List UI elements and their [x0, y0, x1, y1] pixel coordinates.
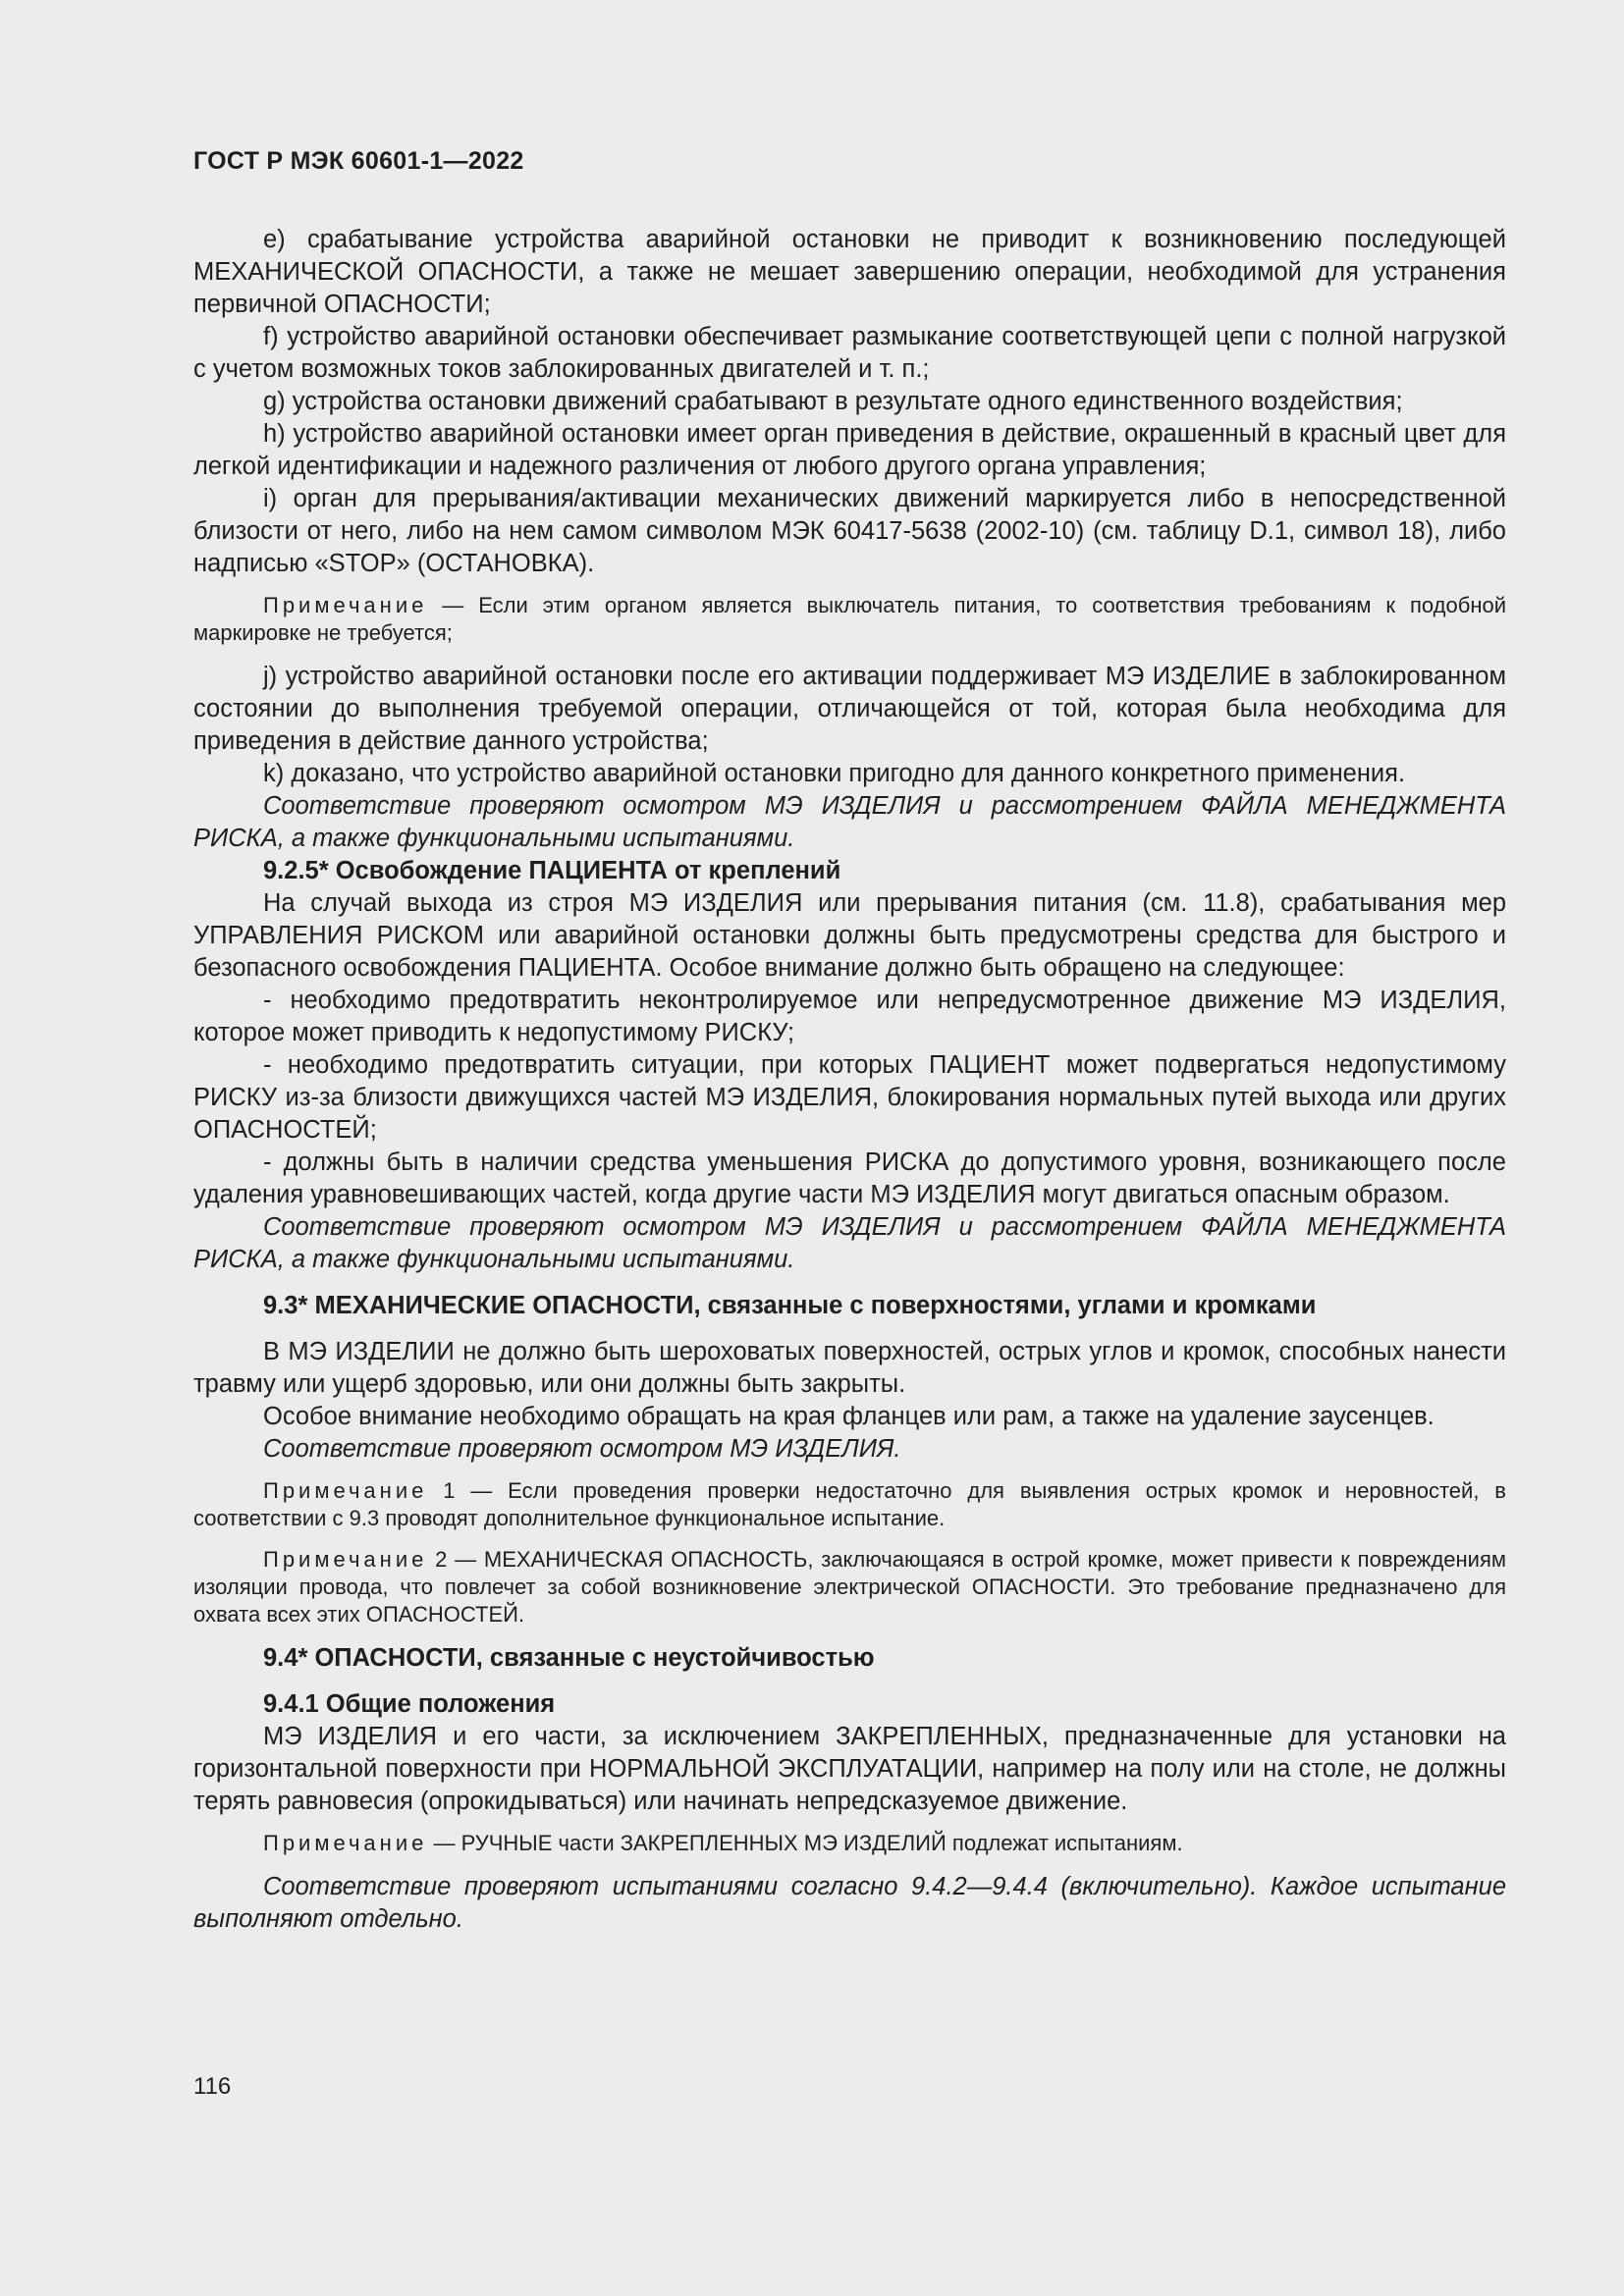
item-i: i) орган для прерывания/активации механических движений маркируется либо в непосредственной близости от него, либо на нем самом символом МЭК 60417-5638 (2002-10) (см. таблицу D.1, символ 18), либо надписью «STOP» (ОСТАНОВКА).: [193, 485, 1506, 577]
paragraph: МЭ ИЗДЕЛИЯ и его части, за исключением ЗАКРЕПЛЕННЫХ, предназначенные для установки на горизонтальной поверхности при НОРМАЛЬНОЙ ЭКСПЛУАТАЦИИ, например на полу или на столе, не должны терять равновесия (опрокидываться) или начинать непредсказуемое движение.: [193, 1723, 1506, 1815]
note-label: Примечание: [263, 1478, 428, 1503]
note-label: Примечание: [263, 593, 428, 617]
section-heading-9-2-5: 9.2.5* Освобождение ПАЦИЕНТА от креплений: [263, 857, 841, 884]
note-text: 1 — Если проведения проверки недостаточно для выявления острых кромок и неровностей, в соответствии с 9.3 проводят дополнительное функциональное испытание.: [193, 1478, 1506, 1530]
paragraph: В МЭ ИЗДЕЛИИ не должно быть шероховатых поверхностей, острых углов и кромок, способных нанести травму или ущерб здоровью, или они должны быть закрыты.: [193, 1338, 1506, 1398]
note-text: — РУЧНЫЕ части ЗАКРЕПЛЕННЫХ МЭ ИЗДЕЛИЙ подлежат испытаниям.: [427, 1831, 1183, 1855]
item-g: g) устройства остановки движений срабатывают в результате одного единственного воздействия;: [263, 388, 1403, 415]
list-item: - необходимо предотвратить ситуации, при которых ПАЦИЕНТ может подвергаться недопустимому РИСКУ из-за близости движущихся частей МЭ ИЗДЕЛИЯ, блокирования нормальных путей выхода или других ОПАСНОСТЕЙ;: [193, 1051, 1506, 1144]
item-j: j) устройство аварийной остановки после его активации поддерживает МЭ ИЗДЕЛИЕ в заблокированном состоянии до выполнения требуемой операции, отличающейся от той, которая была необходима для приведения в действие данного устройства;: [193, 663, 1506, 755]
note: [193, 1477, 1506, 1532]
compliance-text: Соответствие проверяют осмотром МЭ ИЗДЕЛИЯ и рассмотрением ФАЙЛА МЕНЕДЖМЕНТА РИСКА, а также функциональными испытаниями.: [193, 792, 1506, 852]
compliance-text: Соответствие проверяют испытаниями согласно 9.4.2—9.4.4 (включительно). Каждое испытание выполняют отдельно.: [193, 1873, 1506, 1933]
compliance-text: Соответствие проверяют осмотром МЭ ИЗДЕЛИЯ.: [263, 1435, 901, 1463]
compliance-text: Соответствие проверяют осмотром МЭ ИЗДЕЛИЯ и рассмотрением ФАЙЛА МЕНЕДЖМЕНТА РИСКА, а также функциональными испытаниями.: [193, 1213, 1506, 1273]
paragraph: Особое внимание необходимо обращать на края фланцев или рам, а также на удаление заусенцев.: [263, 1403, 1435, 1430]
note-text: — Если этим органом является выключатель питания, то соответствия требованиям к подобной маркировке не требуется;: [193, 593, 1506, 645]
document-body: [193, 224, 1506, 1936]
section-heading-9-3: 9.3* МЕХАНИЧЕСКИЕ ОПАСНОСТИ, связанные с поверхностями, углами и кромками: [263, 1292, 1317, 1319]
list-item: - должны быть в наличии средства уменьшения РИСКА до допустимого уровня, возникающего после удаления уравновешивающих частей, когда другие части МЭ ИЗДЕЛИЯ могут двигаться опасным образом.: [193, 1148, 1506, 1208]
item-e: е) срабатывание устройства аварийной остановки не приводит к возникновению последующей МЕХАНИЧЕСКОЙ ОПАСНОСТИ, а также не мешает завершению операции, необходимой для устранения первичной ОПАСНОСТИ;: [193, 226, 1506, 318]
paragraph: На случай выхода из строя МЭ ИЗДЕЛИЯ или прерывания питания (см. 11.8), срабатывания мер УПРАВЛЕНИЯ РИСКОМ или аварийной остановки должны быть предусмотрены средства для быстрого и безопасного освобождения ПАЦИЕНТА. Особое внимание должно быть обращено на следующее:: [193, 889, 1506, 982]
section-heading-9-4-1: 9.4.1 Общие положения: [263, 1690, 556, 1718]
page-number: 116: [193, 2073, 232, 2100]
list-item: - необходимо предотвратить неконтролируемое или непредусмотренное движение МЭ ИЗДЕЛИЯ, которое может приводить к недопустимому РИСКУ;: [193, 987, 1506, 1046]
note-label: Примечание: [263, 1831, 428, 1855]
note: [193, 1546, 1506, 1629]
item-f: f) устройство аварийной остановки обеспечивает размыкание соответствующей цепи с полной нагрузкой с учетом возможных токов заблокированных двигателей и т. п.;: [193, 323, 1506, 383]
note-text: 2 — МЕХАНИЧЕСКАЯ ОПАСНОСТЬ, заключающаяся в острой кромке, может привести к повреждениям изоляции провода, что повлечет за собой возникновение электрической ОПАСНОСТИ. Это требование предназначено для охвата всех этих ОПАСНОСТЕЙ.: [193, 1547, 1506, 1627]
item-h: h) устройство аварийной остановки имеет орган приведения в действие, окрашенный в красный цвет для легкой идентификации и надежного различения от любого другого органа управления;: [193, 420, 1506, 480]
item-k: k) доказано, что устройство аварийной остановки пригодно для данного конкретного применения.: [263, 760, 1406, 787]
note: [193, 592, 1506, 647]
section-heading-9-4: 9.4* ОПАСНОСТИ, связанные с неустойчивостью: [263, 1644, 875, 1672]
note: [193, 1830, 1506, 1857]
standard-designation: ГОСТ Р МЭК 60601-1—2022: [193, 147, 524, 175]
note-label: Примечание: [263, 1547, 428, 1572]
